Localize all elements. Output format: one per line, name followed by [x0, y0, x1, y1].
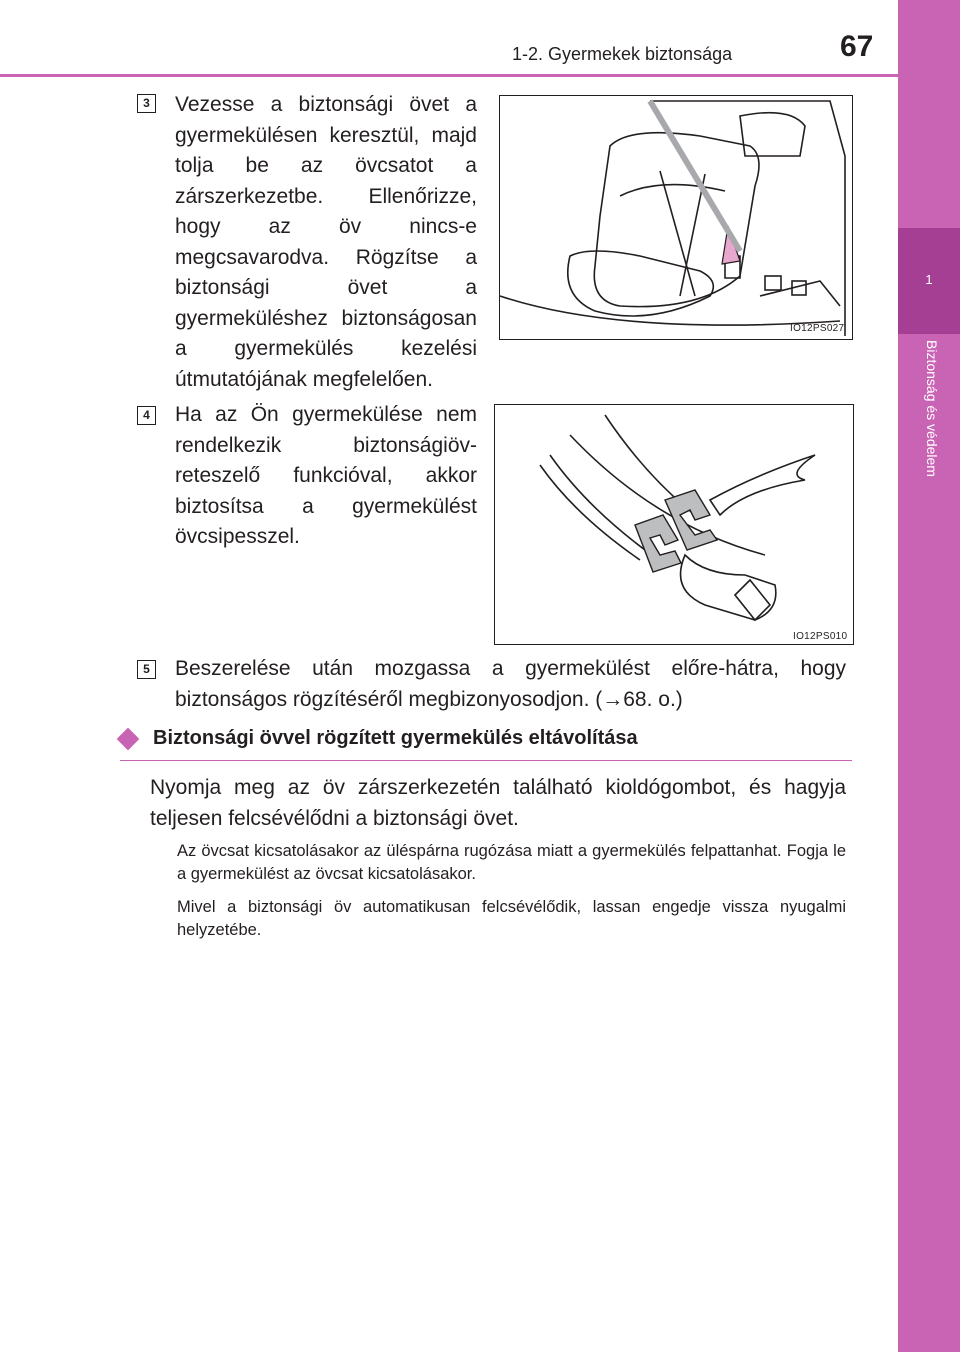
section-title: 1-2. Gyermekek biztonsága [512, 44, 733, 64]
step-text-5: Beszerelése után mozgassa a gyermekülést előre-hátra, hogy biztonságos rögzítéséről megbizonyosodjon. (→68. o.) [175, 657, 846, 711]
step-text-3: Vezesse a biztonsági övet a gyermekülésen keresztül, majd tolja be az övcsatot a zárszerkezetbe. Ellenőrizze, hogy az öv nincs-e megcsavarodva. Rögzítse a biztonsági övet a gyermeküléshez biztonságosan a gyermekülés kezelési útmutatójának megfelelően. [175, 93, 477, 391]
note-1: Az övcsat kicsatolásakor az üléspárna rugózása miatt a gyermekülés felpattanhat. Fogja le a gyermekülést az övcsat kicsatolásakor. [177, 842, 846, 883]
step-text-4: Ha az Ön gyermekülése nem rendelkezik biztonságiöv-reteszelő funkcióval, akkor biztosítsa a gyermekülést övcsipesszel. [175, 403, 477, 548]
section-diamond-icon [117, 728, 140, 751]
child-seat-belt-illustration [500, 96, 852, 339]
figure-child-seat [499, 95, 853, 340]
figure-code: IO12PS010 [793, 631, 848, 642]
section-body: Nyomja meg az öv zárszerkezetén található kioldógombot, és hagyja teljesen felcsévélődni a biztonsági övet. [150, 776, 846, 830]
page-number: 67 [840, 30, 874, 63]
step-marker-4: 4 [137, 406, 156, 425]
header-rule [0, 74, 898, 77]
figure-locking-clip [494, 404, 854, 645]
step-marker-3: 3 [137, 94, 156, 113]
chapter-title: Biztonság és védelem [924, 340, 940, 477]
chapter-number: 1 [925, 272, 933, 287]
figure-code: IO12PS027 [790, 323, 845, 334]
note-2: Mivel a biztonsági öv automatikusan felcsévélődik, lassan engedje vissza nyugalmi helyzetébe. [177, 898, 846, 939]
section-rule [120, 760, 852, 761]
step-marker-5: 5 [137, 660, 156, 679]
section-heading: Biztonsági övvel rögzített gyermekülés eltávolítása [153, 727, 638, 749]
chapter-side-tab [898, 0, 960, 1352]
locking-clip-illustration [495, 405, 853, 644]
